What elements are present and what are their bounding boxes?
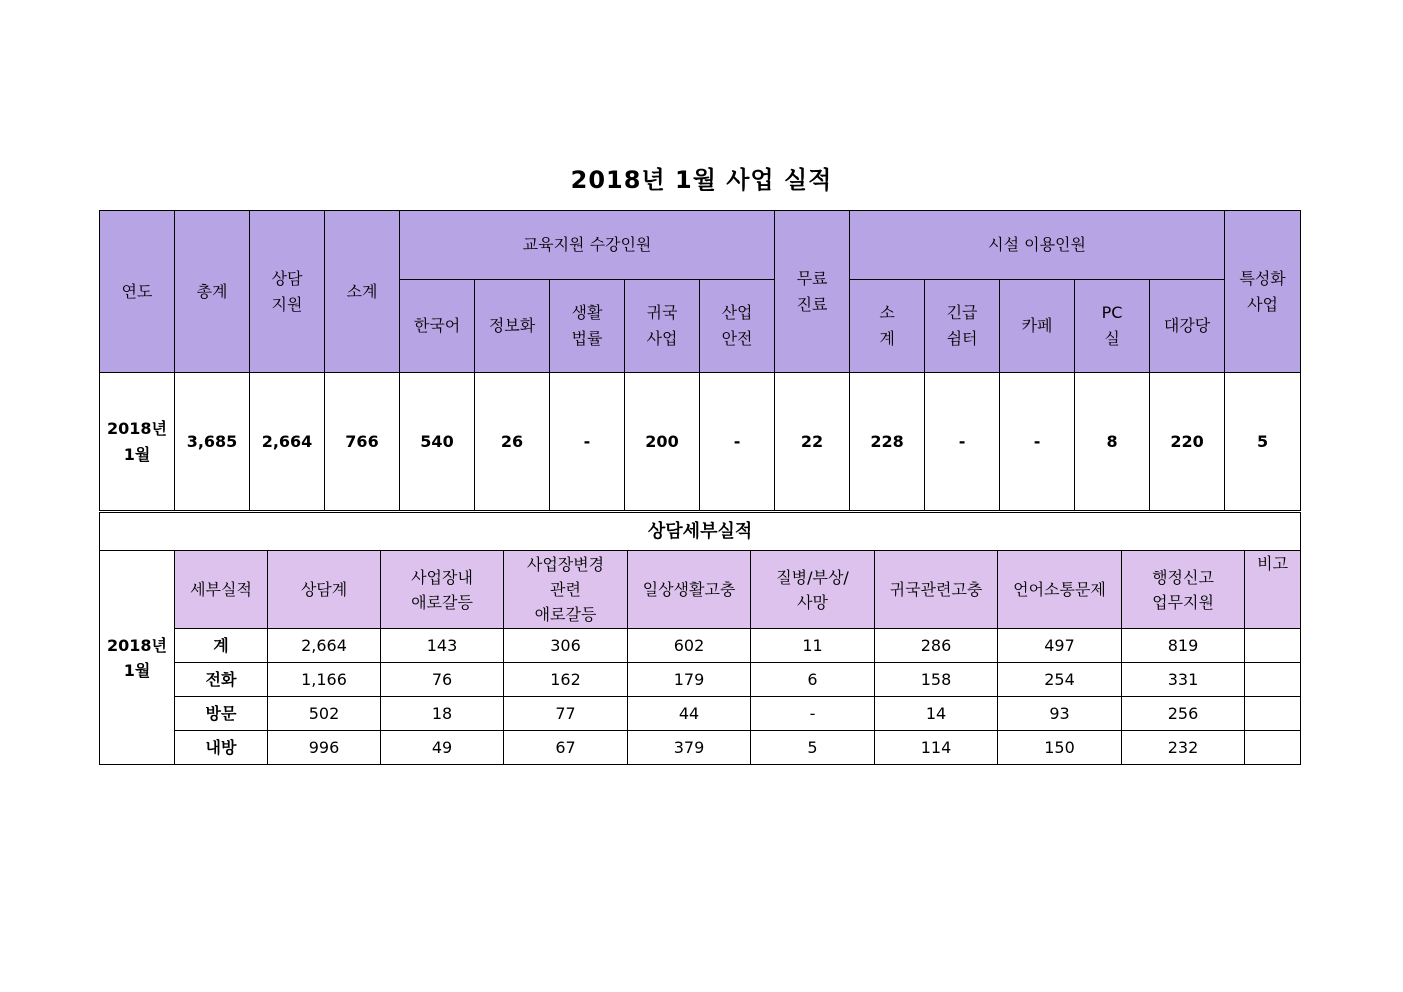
header-cafe: 카페 [1000, 280, 1075, 373]
cell-value: 331 [1122, 663, 1245, 697]
header-counsel-total: 상담계 [268, 551, 381, 629]
header-korean: 한국어 [400, 280, 475, 373]
header-return-related: 귀국관련고충 [875, 551, 998, 629]
header-language: 언어소통문제 [998, 551, 1122, 629]
header-facility-group: 시설 이용인원 [850, 211, 1225, 280]
header-illness-injury: 질병/부상/ 사망 [751, 551, 875, 629]
cell-value: 819 [1122, 629, 1245, 663]
cell-value: 5 [751, 731, 875, 765]
cell-value: 77 [504, 697, 628, 731]
header-pc: PC 실 [1075, 280, 1150, 373]
header-year: 연도 [100, 211, 175, 373]
table-row [100, 629, 1301, 663]
cell-year: 2018년 1월 [100, 373, 175, 511]
cell-value: 162 [504, 663, 628, 697]
cell-special: 5 [1225, 373, 1301, 511]
cell-value: 11 [751, 629, 875, 663]
header-remarks: 비고 [1245, 551, 1301, 629]
cell-value: 49 [381, 731, 504, 765]
cell-value: 44 [628, 697, 751, 731]
row-label: 방문 [175, 697, 268, 731]
cell-value: 158 [875, 663, 998, 697]
header-workplace-change: 사업장변경 관련 애로갈등 [504, 551, 628, 629]
cell-return: 200 [625, 373, 700, 511]
header-info: 정보화 [475, 280, 550, 373]
cell-value: 14 [875, 697, 998, 731]
cell-value: 379 [628, 731, 751, 765]
header-workplace-conflict: 사업장내 애로갈등 [381, 551, 504, 629]
cell-value: 2,664 [268, 629, 381, 663]
cell-value: 502 [268, 697, 381, 731]
header-detail-type: 세부실적 [175, 551, 268, 629]
table-row [100, 697, 1301, 731]
header-law: 생활 법률 [550, 280, 625, 373]
header-daily-life: 일상생활고충 [628, 551, 751, 629]
cell-value: 179 [628, 663, 751, 697]
header-counsel: 상담 지원 [250, 211, 325, 373]
cell-value: 602 [628, 629, 751, 663]
section-title: 상담세부실적 [100, 513, 1301, 551]
cell-value: 306 [504, 629, 628, 663]
cell-safety: - [700, 373, 775, 511]
header-total: 총계 [175, 211, 250, 373]
header-admin-support: 행정신고 업무지원 [1122, 551, 1245, 629]
cell-cafe: - [1000, 373, 1075, 511]
cell-value: 996 [268, 731, 381, 765]
table-row [100, 373, 1301, 511]
row-label: 내방 [175, 731, 268, 765]
cell-value: 1,166 [268, 663, 381, 697]
cell-shelter: - [925, 373, 1000, 511]
cell-value: 232 [1122, 731, 1245, 765]
cell-pc: 8 [1075, 373, 1150, 511]
cell-korean: 540 [400, 373, 475, 511]
row-label: 전화 [175, 663, 268, 697]
header-education-group: 교육지원 수강인원 [400, 211, 775, 280]
header-hall: 대강당 [1150, 280, 1225, 373]
cell-total: 3,685 [175, 373, 250, 511]
table-row [100, 663, 1301, 697]
cell-value: 286 [875, 629, 998, 663]
cell-facility-subtotal: 228 [850, 373, 925, 511]
cell-value: 143 [381, 629, 504, 663]
header-safety: 산업 안전 [700, 280, 775, 373]
cell-subtotal: 766 [325, 373, 400, 511]
cell-value: 6 [751, 663, 875, 697]
cell-remarks [1245, 663, 1301, 697]
cell-law: - [550, 373, 625, 511]
counseling-detail-table [99, 512, 1301, 765]
cell-free-clinic: 22 [775, 373, 850, 511]
cell-value: - [751, 697, 875, 731]
cell-remarks [1245, 629, 1301, 663]
header-subtotal: 소계 [325, 211, 400, 373]
row-label: 계 [175, 629, 268, 663]
header-facility-subtotal: 소 계 [850, 280, 925, 373]
cell-value: 497 [998, 629, 1122, 663]
cell-value: 76 [381, 663, 504, 697]
cell-detail-year: 2018년 1월 [100, 551, 175, 765]
cell-value: 18 [381, 697, 504, 731]
page-title: 2018년 1월 사업 실적 [570, 166, 833, 194]
cell-value: 254 [998, 663, 1122, 697]
cell-hall: 220 [1150, 373, 1225, 511]
cell-value: 256 [1122, 697, 1245, 731]
cell-value: 150 [998, 731, 1122, 765]
cell-value: 114 [875, 731, 998, 765]
header-special: 특성화 사업 [1225, 211, 1301, 373]
cell-info: 26 [475, 373, 550, 511]
cell-value: 93 [998, 697, 1122, 731]
table-row [100, 731, 1301, 765]
header-free-clinic: 무료 진료 [775, 211, 850, 373]
header-return: 귀국 사업 [625, 280, 700, 373]
performance-summary-table [99, 210, 1301, 511]
cell-counsel: 2,664 [250, 373, 325, 511]
cell-value: 67 [504, 731, 628, 765]
header-shelter: 긴급 쉼터 [925, 280, 1000, 373]
cell-remarks [1245, 697, 1301, 731]
cell-remarks [1245, 731, 1301, 765]
